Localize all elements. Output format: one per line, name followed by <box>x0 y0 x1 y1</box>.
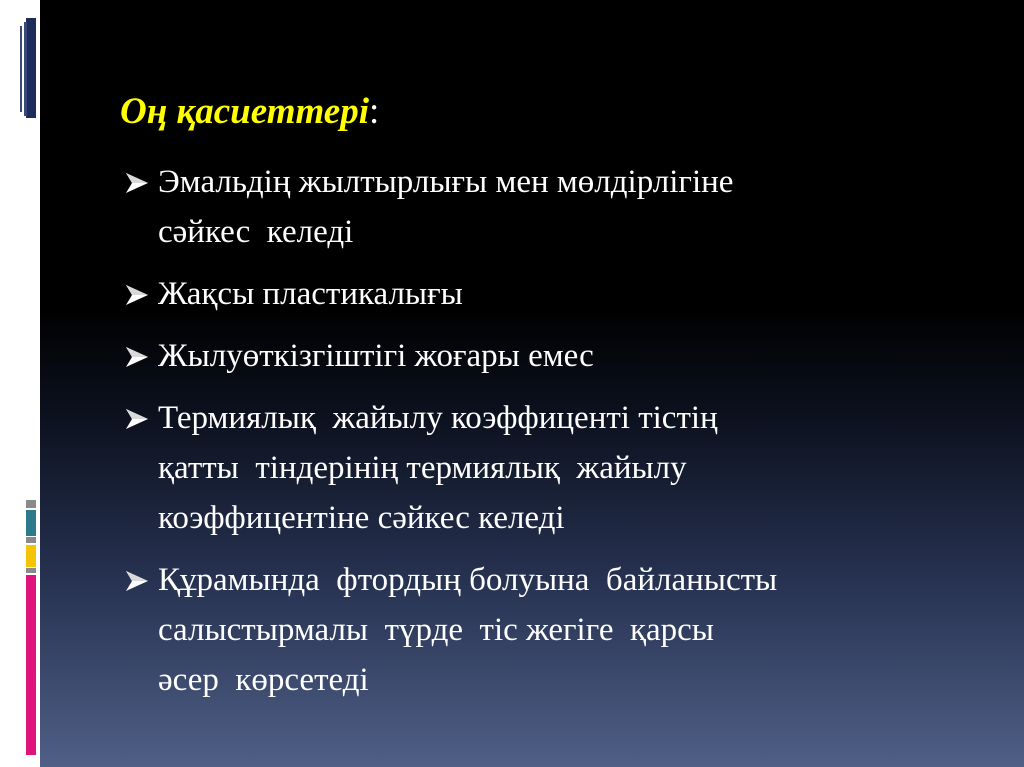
title-text: Оң қасиеттері <box>120 91 369 132</box>
arrow-bullet-icon <box>124 283 150 307</box>
bullet-item <box>124 157 994 257</box>
bullet-line: сәйкес келеді <box>158 214 354 250</box>
bullet-line: қатты тіндерінің термиялық жайылу <box>158 450 687 486</box>
bullet-item <box>124 393 994 543</box>
arrow-bullet-icon <box>124 345 150 369</box>
bullet-item <box>124 331 994 381</box>
title-colon: : <box>368 91 380 132</box>
arrow-bullet-icon <box>124 407 150 431</box>
arrow-bullet-icon <box>124 569 150 593</box>
bullet-line: Жақсы пластикалығы <box>158 276 463 312</box>
bullet-line: Құрамында фтордың болуына байланысты <box>158 562 778 598</box>
slide-title <box>120 88 379 136</box>
bullet-item <box>124 555 994 705</box>
bullet-line: Жылуөткізгіштігі жоғары емес <box>158 338 594 374</box>
bullet-line: Термиялық жайылу коэффиценті тістің <box>158 400 718 436</box>
bullet-line: коэффицентіне сәйкес келеді <box>158 500 565 536</box>
decorative-side-strip <box>0 0 40 767</box>
bullet-line: Эмальдің жылтырлығы мен мөлдірлігіне <box>158 164 734 200</box>
arrow-bullet-icon <box>124 171 150 195</box>
bullet-list <box>124 157 994 717</box>
bullet-line: салыстырмалы түрде тіс жегіге қарсы <box>158 612 714 648</box>
bullet-item <box>124 269 994 319</box>
bullet-line: әсер көрсетеді <box>158 662 369 698</box>
